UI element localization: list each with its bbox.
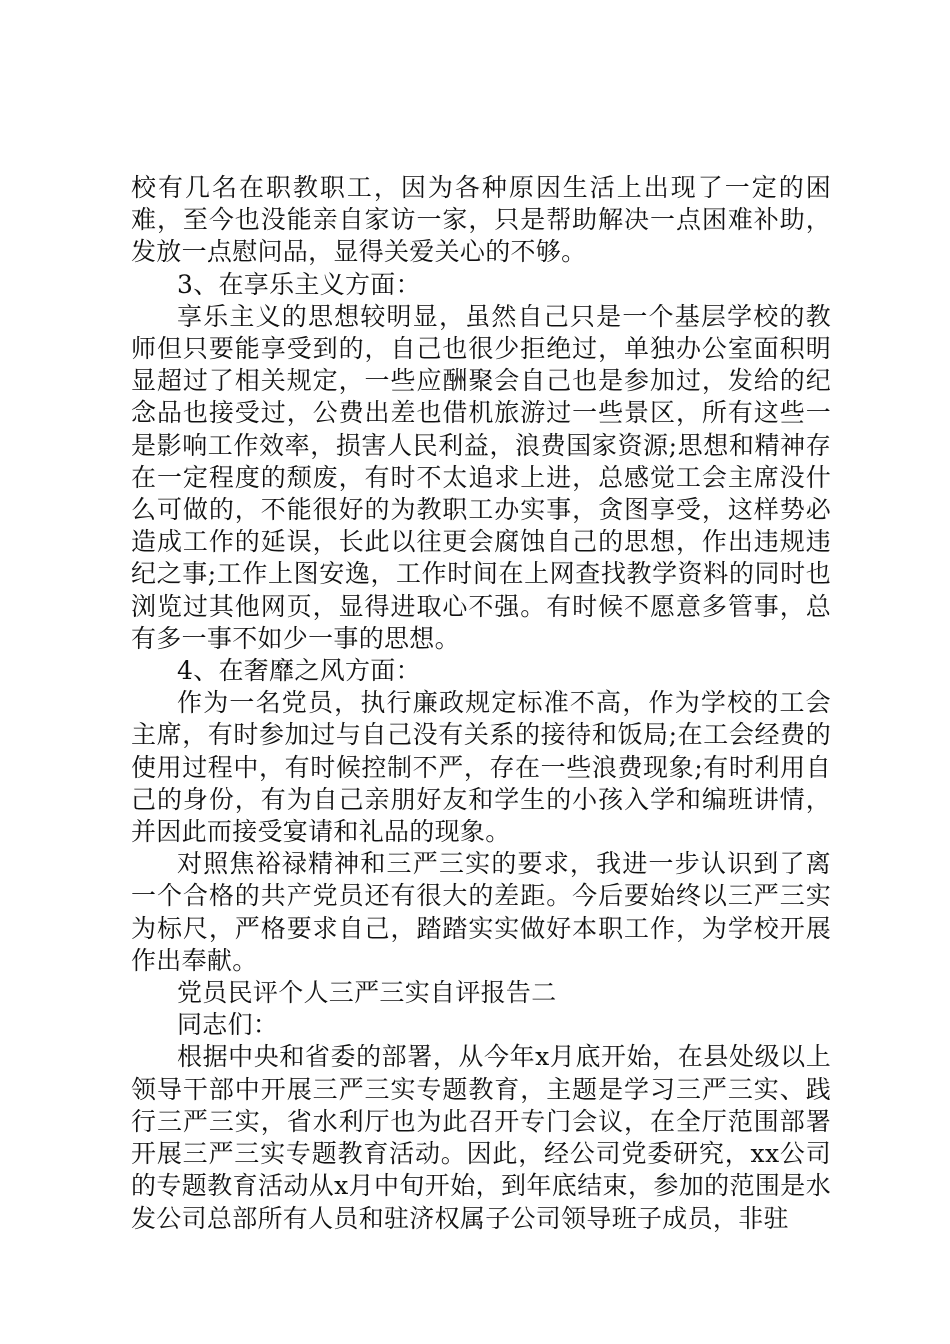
paragraph-conclusion: 对照焦裕禄精神和三严三实的要求，我进一步认识到了离一个合格的共产党员还有很大的差距。今后要始终以三严三实为标尺，严格要求自己，踏踏实实做好本职工作，为学校开展作出奉献。 xyxy=(131,849,831,975)
paragraph-hedonism: 享乐主义的思想较明显，虽然自己只是一个基层学校的教师但只要能享受到的，自己也很少拒绝过，单独办公室面积明显超过了相关规定，一些应酬聚会自己也是参加过，发给的纪念品也接受过，公费出差也借机旅游过一些景区，所有这些一是影响工作效率，损害人民利益，浪费国家资源;思想和精神存在一定程度的颓废，有时不太追求上进，总感觉工会主席没什么可做的，不能很好的为教职工办实事，贪图享受，这样势必造成工作的延误，长此以往更会腐蚀自己的思想，作出违规违纪之事;工作上图安逸，工作时间在上网查找教学资料的同时也浏览过其他网页，显得进取心不强。有时候不愿意多管事，总有多一事不如少一事的思想。 xyxy=(131,301,831,653)
paragraph-1: 校有几名在职教职工，因为各种原因生活上出现了一定的困难，至今也没能亲自家访一家，只是帮助解决一点困难补助，发放一点慰问品，显得关爱关心的不够。 xyxy=(131,173,831,267)
document-body xyxy=(131,172,831,1235)
report-title-two: 党员民评个人三严三实自评报告二 xyxy=(177,978,557,1008)
paragraph-extravagance: 作为一名党员，执行廉政规定标准不高，作为学校的工会主席，有时参加过与自己没有关系的接待和饭局;在工会经费的使用过程中，有时候控制不严，存在一些浪费现象;有时利用自己的身份，有为自己亲朋好友和学生的小孩入学和编班讲情，并因此而接受宴请和礼品的现象。 xyxy=(131,688,831,847)
paragraph-report-intro: 根据中央和省委的部署，从今年x月底开始，在县处级以上领导干部中开展三严三实专题教育，主题是学习三严三实、践行三严三实，省水利厅也为此召开专门会议，在全厅范围部署开展三严三实专题教育活动。因此，经公司党委研究，xx公司的专题教育活动从x月中旬开始，到年底结束，参加的范围是水发公司总部所有人员和驻济权属子公司领导班子成员，非驻 xyxy=(131,1042,831,1233)
section-heading-3: 3、在享乐主义方面： xyxy=(177,269,421,299)
section-heading-4: 4、在奢靡之风方面： xyxy=(177,656,421,686)
salutation: 同志们： xyxy=(177,1010,279,1040)
